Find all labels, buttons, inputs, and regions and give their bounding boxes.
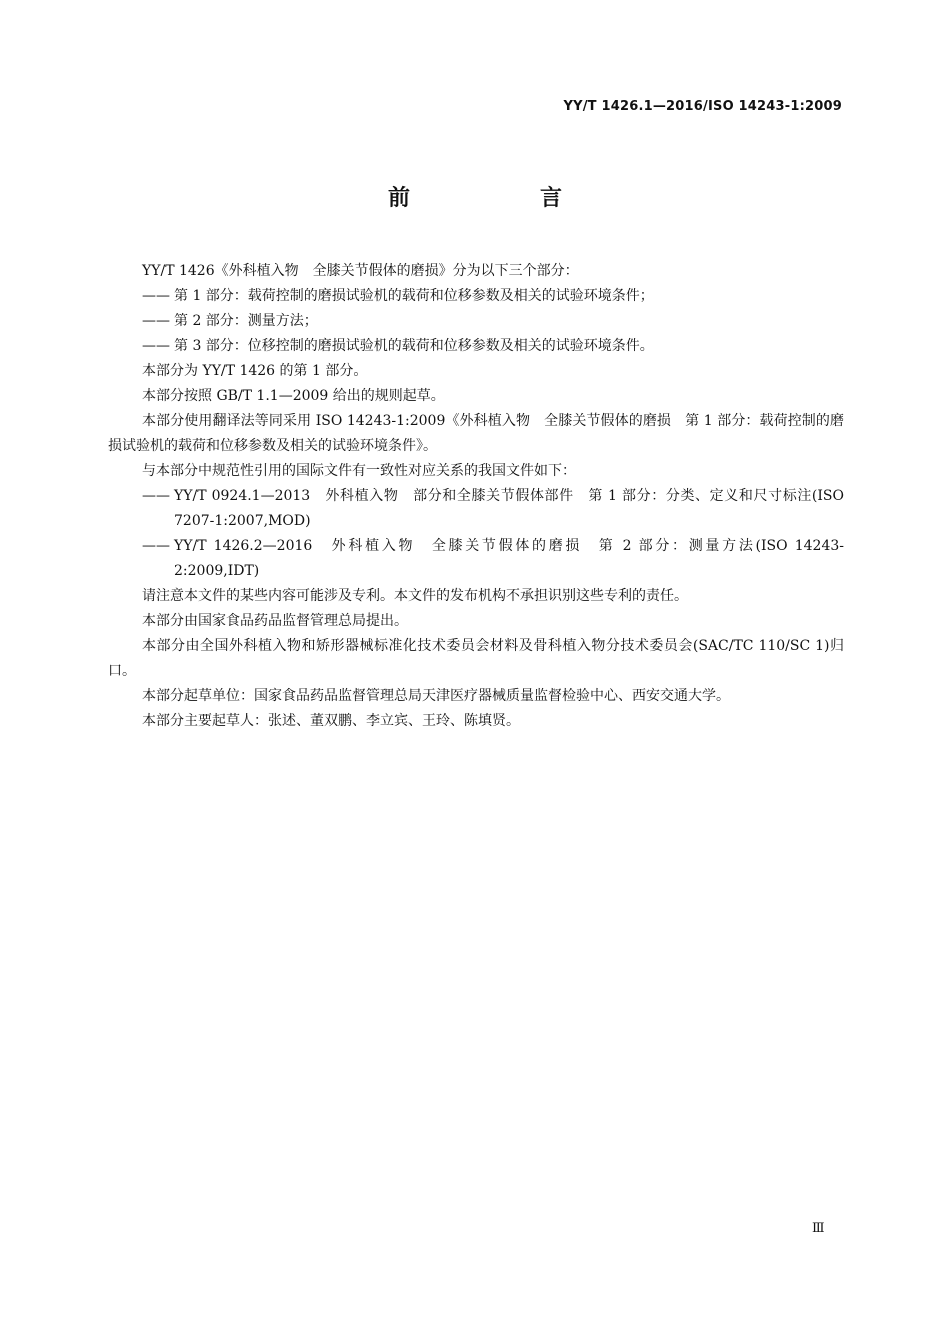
page-number: Ⅲ [812,1221,825,1236]
list-item [108,284,844,309]
adoption-paragraph: 本部分使用翻译法等同采用 ISO 14243-1:2009《外科植入物 全膝关节假体的磨损 第 1 部分：载荷控制的磨损试验机的载荷和位移参数及相关的试验环境条件》。 [108,413,844,454]
foreword-body [108,259,844,734]
page-title: 前 言 [387,186,616,211]
reference-1-text: YY/T 0924.1—2013 外科植入物 部分和全膝关节假体部件 第 1 部分：分类、定义和尺寸标注(ISO 7207-1:2007,MOD) [174,488,844,529]
list-item [108,334,844,359]
dash-marker: —— [142,538,170,554]
list-item [108,534,844,584]
part-2-text: 第 2 部分：测量方法； [174,313,318,329]
intro-paragraph: YY/T 1426《外科植入物 全膝关节假体的磨损》分为以下三个部分： [142,263,579,279]
rules-paragraph: 本部分按照 GB/T 1.1—2009 给出的规则起草。 [142,388,445,404]
list-item [108,309,844,334]
centralized-by-paragraph: 本部分由全国外科植入物和矫形器械标准化技术委员会材料及骨科植入物分技术委员会(SAC/TC 110/SC 1)归口。 [108,638,844,679]
dash-marker: —— [142,488,170,504]
part-of-paragraph: 本部分为 YY/T 1426 的第 1 部分。 [142,363,368,379]
dash-marker: —— [142,313,170,329]
dash-marker: —— [142,338,170,354]
dash-marker: —— [142,288,170,304]
part-1-text: 第 1 部分：载荷控制的磨损试验机的载荷和位移参数及相关的试验环境条件； [174,288,654,304]
patent-paragraph: 请注意本文件的某些内容可能涉及专利。本文件的发布机构不承担识别这些专利的责任。 [142,588,688,604]
reference-2-text: YY/T 1426.2—2016 外科植入物 全膝关节假体的磨损 第 2 部分：测量方法(ISO 14243-2:2009,IDT) [174,538,844,579]
standard-code: YY/T 1426.1—2016/ISO 14243-1:2009 [563,99,842,114]
correspondence-paragraph: 与本部分中规范性引用的国际文件有一致性对应关系的我国文件如下： [142,463,576,479]
drafters-paragraph: 本部分主要起草人：张述、董双鹏、李立宾、王玲、陈填贤。 [142,713,520,729]
proposed-by-paragraph: 本部分由国家食品药品监督管理总局提出。 [142,613,408,629]
drafting-units-paragraph: 本部分起草单位：国家食品药品监督管理总局天津医疗器械质量监督检验中心、西安交通大学。 [142,688,730,704]
part-3-text: 第 3 部分：位移控制的磨损试验机的载荷和位移参数及相关的试验环境条件。 [174,338,654,354]
list-item [108,484,844,534]
